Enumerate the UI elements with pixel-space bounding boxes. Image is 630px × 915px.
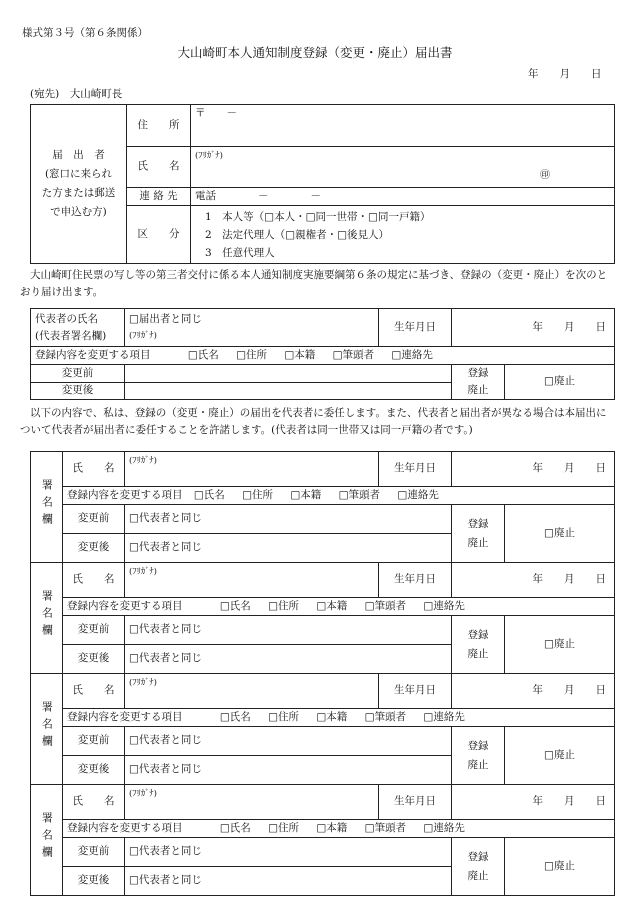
change-items-label: 登録内容を変更する項目 (35, 348, 151, 361)
change-items-label: 登録内容を変更する項目 (67, 488, 183, 501)
after-label: 変更後 (63, 645, 125, 674)
checkbox-contact[interactable]: □連絡先 (423, 710, 465, 723)
seal-mark: ㊞ (540, 170, 550, 181)
signature-side-label: 署名欄 (31, 563, 63, 674)
name-field[interactable] (125, 674, 379, 709)
furigana-label: (ﾌﾘｶﾞﾅ) (129, 456, 157, 466)
after-label: 変更後 (31, 382, 125, 400)
change-items-label: 登録内容を変更する項目 (67, 599, 183, 612)
birth-label: 生年月日 (379, 309, 452, 347)
name-label: 氏 名 (127, 147, 191, 188)
birth-label: 生年月日 (379, 674, 452, 709)
delegation-paragraph: 以下の内容で、私は、登録の（変更・廃止）の届出を代表者に委任します。また、代表者と届出者が異なる場合は本届出について代表者が届出者に委任することを許諾します。(代表者は同一世帯又は同一戸籍の者です。) (20, 407, 607, 436)
before-label: 変更前 (63, 505, 125, 534)
signature-side-label: 署名欄 (31, 674, 63, 785)
signature-block (31, 785, 615, 820)
birth-field[interactable]: 年 月 日 (452, 674, 615, 709)
category-option[interactable]: 1 本人等（□本人・□同一世帯・□同一戸籍） (205, 210, 431, 223)
category-option[interactable]: 3 任意代理人 (205, 246, 275, 259)
abolish-checkbox[interactable]: □廃止 (505, 838, 615, 896)
before-field[interactable] (125, 838, 452, 867)
phone-field[interactable]: 電話 － － (191, 188, 615, 206)
before-field[interactable] (125, 505, 452, 534)
addressee: (宛先) 大山崎町長 (30, 88, 123, 100)
checkbox-name[interactable]: □氏名 (187, 348, 219, 361)
checkbox-contact[interactable]: □連絡先 (423, 821, 465, 834)
furigana-label: (ﾌﾘｶﾞﾅ) (129, 789, 157, 799)
name-field[interactable] (125, 452, 379, 487)
checkbox-domicile[interactable]: □本籍 (316, 821, 348, 834)
checkbox-name[interactable]: □氏名 (219, 821, 251, 834)
checkbox-address[interactable]: □住所 (268, 821, 300, 834)
birth-label: 生年月日 (379, 452, 452, 487)
change-items-row (63, 820, 615, 838)
after-field[interactable] (125, 645, 452, 674)
signature-side-label: 署名欄 (31, 452, 63, 563)
same-as-representative-checkbox[interactable]: □代表者と同じ (129, 734, 202, 747)
applicant-table (30, 104, 615, 264)
category-label: 区 分 (127, 206, 191, 264)
before-label: 変更前 (63, 616, 125, 645)
birth-label: 生年月日 (379, 785, 452, 820)
same-as-applicant-checkbox[interactable]: □届出者と同じ (129, 312, 202, 325)
before-field[interactable] (125, 365, 452, 383)
checkbox-address[interactable]: □住所 (268, 599, 300, 612)
name-field[interactable] (191, 147, 615, 188)
birth-field[interactable]: 年 月 日 (452, 563, 615, 598)
checkbox-domicile[interactable]: □本籍 (316, 599, 348, 612)
abolish-checkbox[interactable]: □廃止 (505, 505, 615, 563)
checkbox-address[interactable]: □住所 (242, 488, 274, 501)
declaration-paragraph: 大山崎町住民票の写し等の第三者交付に係る本人通知制度実施要綱第６条の規定に基づき、登録の（変更・廃止）を次のとおり届け出ます。 (20, 269, 608, 298)
change-items-row (63, 709, 615, 727)
change-items-row (63, 598, 615, 616)
after-field[interactable] (125, 534, 452, 563)
birth-label: 生年月日 (379, 563, 452, 598)
signature-side-label: 署名欄 (31, 785, 63, 896)
name-field[interactable] (125, 785, 379, 820)
change-items-row (63, 487, 615, 505)
birth-field[interactable]: 年 月 日 (452, 309, 615, 347)
postal-mark: 〒 － (195, 107, 237, 119)
name-label: 氏 名 (63, 452, 125, 487)
representative-name-label: 代表者の氏名 (代表者署名欄) (31, 309, 125, 347)
register-abolish-label: 登録 廃止 (452, 727, 505, 785)
address-label: 住 所 (127, 105, 191, 147)
checkbox-name[interactable]: □氏名 (219, 710, 251, 723)
form-number: 様式第３号（第６条関係） (22, 27, 148, 39)
signature-table (30, 451, 615, 896)
same-as-representative-checkbox[interactable]: □代表者と同じ (129, 845, 202, 858)
checkbox-domicile[interactable]: □本籍 (290, 488, 322, 501)
after-label: 変更後 (63, 534, 125, 563)
contact-label: 連 絡 先 (127, 188, 191, 206)
form-title: 大山崎町本人通知制度登録（変更・廃止）届出書 (177, 45, 453, 60)
name-label: 氏 名 (63, 674, 125, 709)
change-items-label: 登録内容を変更する項目 (67, 710, 183, 723)
same-as-representative-checkbox[interactable]: □代表者と同じ (129, 623, 202, 636)
before-field[interactable] (125, 616, 452, 645)
checkbox-name[interactable]: □氏名 (219, 599, 251, 612)
checkbox-householder[interactable]: □筆頭者 (338, 488, 381, 501)
checkbox-address[interactable]: □住所 (236, 348, 268, 361)
checkbox-householder[interactable]: □筆頭者 (364, 599, 407, 612)
furigana-label: (ﾌﾘｶﾞﾅ) (129, 678, 157, 688)
abolish-checkbox[interactable]: □廃止 (505, 727, 615, 785)
after-label: 変更後 (63, 867, 125, 896)
representative-table (30, 308, 615, 400)
birth-field[interactable]: 年 月 日 (452, 452, 615, 487)
before-field[interactable] (125, 727, 452, 756)
register-abolish-label: 登録 廃止 (452, 838, 505, 896)
signature-block (31, 563, 615, 598)
submission-date[interactable]: 年 月 日 (528, 68, 602, 80)
checkbox-domicile[interactable]: □本籍 (316, 710, 348, 723)
checkbox-domicile[interactable]: □本籍 (284, 348, 316, 361)
checkbox-contact[interactable]: □連絡先 (423, 599, 465, 612)
address-field[interactable] (191, 105, 615, 147)
furigana-label: (ﾌﾘｶﾞﾅ) (129, 330, 157, 341)
same-as-representative-checkbox[interactable]: □代表者と同じ (129, 512, 202, 525)
after-field[interactable] (125, 867, 452, 896)
after-field[interactable] (125, 756, 452, 785)
checkbox-contact[interactable]: □連絡先 (391, 348, 433, 361)
birth-field[interactable]: 年 月 日 (452, 785, 615, 820)
before-label: 変更前 (63, 838, 125, 867)
checkbox-householder[interactable]: □筆頭者 (332, 348, 375, 361)
representative-name-field[interactable] (125, 309, 379, 347)
checkbox-householder[interactable]: □筆頭者 (364, 821, 407, 834)
checkbox-householder[interactable]: □筆頭者 (364, 710, 407, 723)
before-label: 変更前 (31, 365, 125, 383)
register-abolish-label: 登録 廃止 (452, 505, 505, 563)
applicant-label: 届 出 者 (窓口に来られ た方または郵送 で申込む方) (31, 105, 127, 264)
after-field[interactable] (125, 382, 452, 400)
register-abolish-label: 登録 廃止 (452, 616, 505, 674)
checkbox-name[interactable]: □氏名 (193, 488, 225, 501)
furigana-label: (ﾌﾘｶﾞﾅ) (129, 567, 157, 577)
register-abolish-label: 登録 廃止 (452, 365, 505, 400)
signature-block (31, 674, 615, 709)
change-items-row (31, 347, 615, 365)
same-as-representative-checkbox[interactable]: □代表者と同じ (129, 763, 202, 776)
signature-block (31, 452, 615, 487)
name-field[interactable] (125, 563, 379, 598)
name-label: 氏 名 (63, 785, 125, 820)
after-label: 変更後 (63, 756, 125, 785)
furigana-label: (ﾌﾘｶﾞﾅ) (195, 151, 223, 161)
before-label: 変更前 (63, 727, 125, 756)
abolish-checkbox[interactable]: □廃止 (505, 616, 615, 674)
same-as-representative-checkbox[interactable]: □代表者と同じ (129, 652, 202, 665)
category-option[interactable]: 2 法定代理人（□親権者・□後見人） (205, 228, 390, 241)
checkbox-contact[interactable]: □連絡先 (397, 488, 439, 501)
category-options[interactable] (191, 206, 615, 264)
change-items-label: 登録内容を変更する項目 (67, 821, 183, 834)
checkbox-address[interactable]: □住所 (268, 710, 300, 723)
same-as-representative-checkbox[interactable]: □代表者と同じ (129, 541, 202, 554)
same-as-representative-checkbox[interactable]: □代表者と同じ (129, 874, 202, 887)
name-label: 氏 名 (63, 563, 125, 598)
abolish-checkbox[interactable]: □廃止 (505, 365, 615, 400)
